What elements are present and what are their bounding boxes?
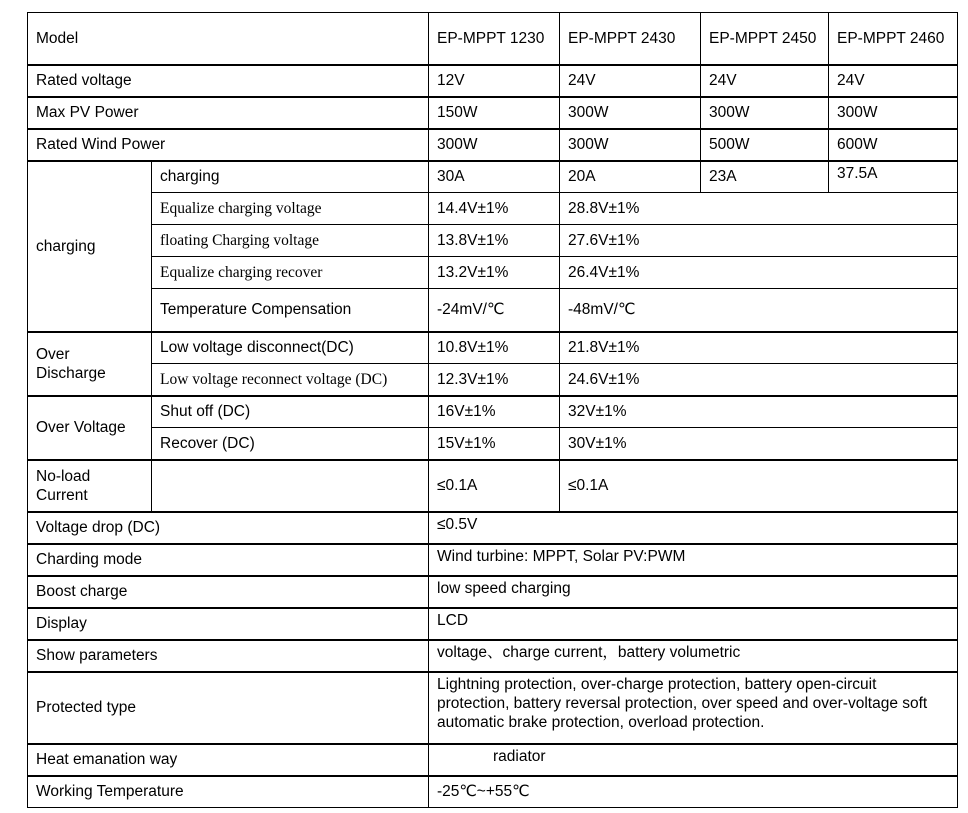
cell: 15V±1% [429, 428, 560, 460]
cell: 300W [560, 129, 701, 161]
table-row [28, 257, 958, 289]
table-row [28, 608, 958, 640]
table-row [28, 364, 958, 396]
table-row [28, 396, 958, 428]
cell: 24V [829, 65, 958, 97]
model-header: Model [28, 13, 429, 65]
cell: 13.2V±1% [429, 257, 560, 289]
cell: 500W [701, 129, 829, 161]
cell: 150W [429, 97, 560, 129]
table-row [28, 225, 958, 257]
cell: 300W [560, 97, 701, 129]
table-row [28, 460, 958, 512]
cell: 300W [429, 129, 560, 161]
cell: Wind turbine: MPPT, Solar PV:PWM [429, 544, 958, 576]
row-label: Rated Wind Power [28, 129, 429, 161]
cell: 30A [429, 161, 560, 193]
cell: 37.5A [829, 161, 958, 193]
table-row [28, 65, 958, 97]
model-2450: EP-MPPT 2450 [701, 13, 829, 65]
row-label: Shut off (DC) [152, 396, 429, 428]
table-row [28, 776, 958, 808]
row-label: Recover (DC) [152, 428, 429, 460]
table-row [28, 161, 958, 193]
table-row [28, 744, 958, 776]
row-label: floating Charging voltage [152, 225, 429, 257]
row-label: Charding mode [28, 544, 429, 576]
cell: low speed charging [429, 576, 958, 608]
table-row [28, 640, 958, 672]
cell: -48mV/℃ [560, 289, 958, 332]
row-label: Protected type [28, 672, 429, 744]
row-label: Equalize charging voltage [152, 193, 429, 225]
cell: 21.8V±1% [560, 332, 958, 364]
table-row [28, 544, 958, 576]
table-row [28, 332, 958, 364]
cell: 10.8V±1% [429, 332, 560, 364]
table-row [28, 97, 958, 129]
row-label: Show parameters [28, 640, 429, 672]
cell: -24mV/℃ [429, 289, 560, 332]
cell: voltage、charge current，battery volumetric [429, 640, 958, 672]
cell: 16V±1% [429, 396, 560, 428]
row-label: charging [152, 161, 429, 193]
group-label-over-discharge: Over Discharge [28, 332, 152, 396]
row-label: Low voltage disconnect(DC) [152, 332, 429, 364]
table-row [28, 428, 958, 460]
cell: 30V±1% [560, 428, 958, 460]
table-row [28, 289, 958, 332]
cell: 24.6V±1% [560, 364, 958, 396]
cell: 12V [429, 65, 560, 97]
row-label: Heat emanation way [28, 744, 429, 776]
table-row [28, 193, 958, 225]
header-row [28, 13, 958, 65]
row-label: Max PV Power [28, 97, 429, 129]
row-label: Boost charge [28, 576, 429, 608]
model-1230: EP-MPPT 1230 [429, 13, 560, 65]
table-row [28, 672, 958, 744]
group-label-over-voltage: Over Voltage [28, 396, 152, 460]
table-row [28, 129, 958, 161]
row-label: Temperature Compensation [152, 289, 429, 332]
group-label-charging: charging [28, 161, 152, 332]
table-row [28, 576, 958, 608]
row-label: Rated voltage [28, 65, 429, 97]
row-label: No-load Current [28, 460, 152, 512]
row-label: Low voltage reconnect voltage (DC) [152, 364, 429, 396]
cell: 13.8V±1% [429, 225, 560, 257]
empty-cell [152, 460, 429, 512]
row-label: Display [28, 608, 429, 640]
cell: 24V [701, 65, 829, 97]
specification-table [27, 12, 958, 808]
model-2460: EP-MPPT 2460 [829, 13, 958, 65]
table-row [28, 512, 958, 544]
cell: 28.8V±1% [560, 193, 958, 225]
cell: 600W [829, 129, 958, 161]
cell: 27.6V±1% [560, 225, 958, 257]
row-label: Voltage drop (DC) [28, 512, 429, 544]
cell: 300W [701, 97, 829, 129]
cell: 12.3V±1% [429, 364, 560, 396]
row-label: Working Temperature [28, 776, 429, 808]
cell: 23A [701, 161, 829, 193]
cell: -25℃~+55℃ [429, 776, 958, 808]
cell: ≤0.1A [429, 460, 560, 512]
cell: radiator [429, 744, 958, 776]
cell: 26.4V±1% [560, 257, 958, 289]
cell: LCD [429, 608, 958, 640]
cell: 300W [829, 97, 958, 129]
cell: 14.4V±1% [429, 193, 560, 225]
cell: ≤0.5V [429, 512, 958, 544]
row-label: Equalize charging recover [152, 257, 429, 289]
model-2430: EP-MPPT 2430 [560, 13, 701, 65]
cell: ≤0.1A [560, 460, 958, 512]
cell: 20A [560, 161, 701, 193]
cell: 32V±1% [560, 396, 958, 428]
cell: 24V [560, 65, 701, 97]
cell: Lightning protection, over-charge protection, battery open-circuit protection, battery reversal protection, over speed and over-voltage soft automatic brake protection, overload protection. [429, 672, 958, 744]
